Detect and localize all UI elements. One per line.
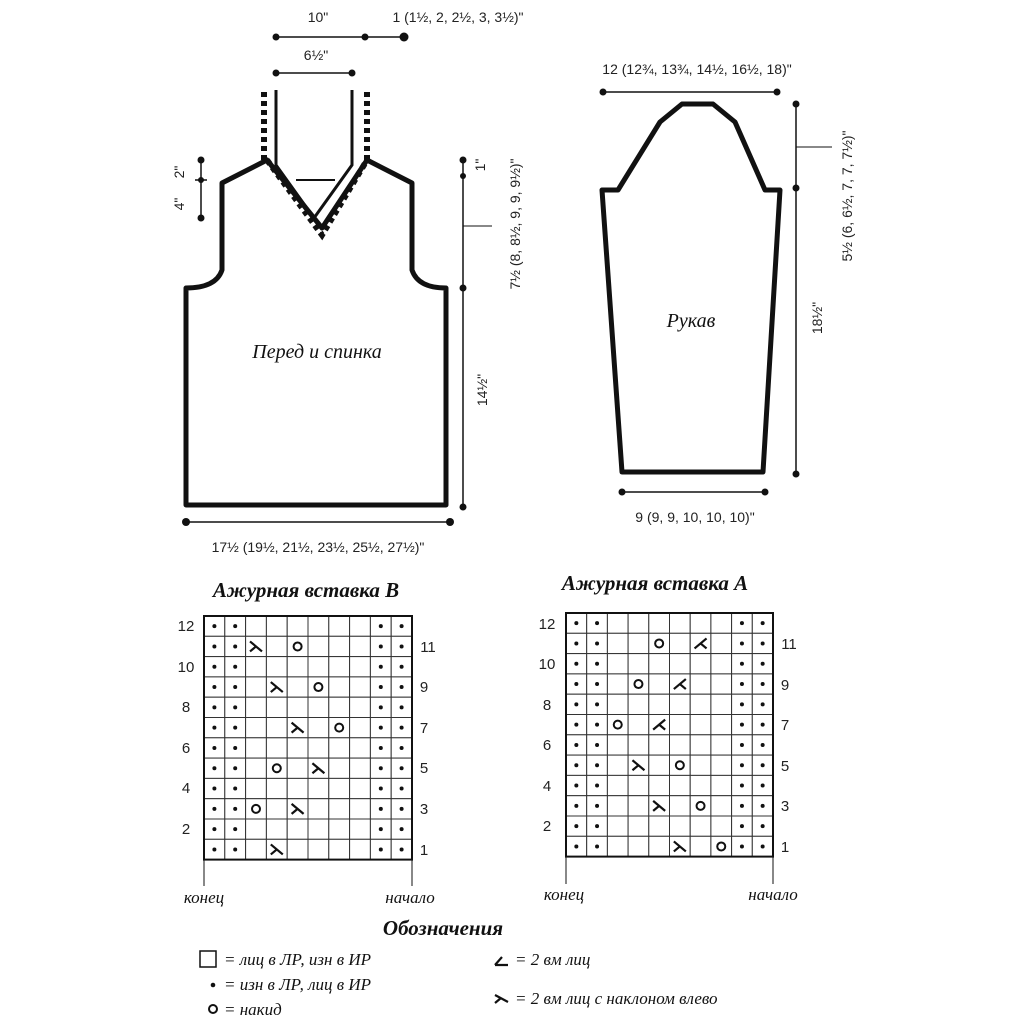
chart-b-row-1: 1 xyxy=(419,842,429,859)
chart-cell xyxy=(670,715,691,735)
chart-cell xyxy=(287,839,308,859)
chart-cell xyxy=(308,718,329,738)
purl-dot-icon xyxy=(233,685,237,689)
purl-dot-icon xyxy=(233,665,237,669)
purl-dot-icon xyxy=(379,705,383,709)
purl-dot-icon xyxy=(595,844,599,848)
purl-dot-icon xyxy=(595,621,599,625)
chart-cell xyxy=(266,616,287,636)
chart-a-row-3: 3 xyxy=(780,798,790,815)
dim-hem-width: 17½ (19½, 21½, 23½, 25½, 27½)" xyxy=(211,539,425,555)
chart-cell xyxy=(690,836,711,856)
chart-cell xyxy=(246,718,267,738)
chart-b-row-7: 7 xyxy=(419,720,429,737)
purl-dot-icon xyxy=(212,685,216,689)
chart-cell xyxy=(287,738,308,758)
dim-collar-2: 2" xyxy=(171,165,187,179)
chart-cell xyxy=(628,735,649,755)
chart-a-row-10: 10 xyxy=(538,656,556,673)
chart-a-row-1: 1 xyxy=(780,839,790,856)
purl-dot-icon xyxy=(740,702,744,706)
chart-b-grid xyxy=(204,616,412,860)
legend-item-yo: = накид xyxy=(224,1000,282,1019)
purl-dot-icon xyxy=(595,723,599,727)
purl-dot-icon xyxy=(761,662,765,666)
body-outline xyxy=(186,160,446,505)
chart-cell xyxy=(670,755,691,775)
purl-dot-icon xyxy=(400,746,404,750)
chart-cell xyxy=(690,715,711,735)
chart-cell xyxy=(308,677,329,697)
purl-dot-icon xyxy=(595,784,599,788)
chart-cell xyxy=(711,836,732,856)
purl-dot-icon xyxy=(574,763,578,767)
chart-cell xyxy=(607,775,628,795)
chart-cell xyxy=(350,657,371,677)
chart-cell xyxy=(287,657,308,677)
chart-cell xyxy=(308,616,329,636)
chart-cell xyxy=(266,697,287,717)
chart-cell xyxy=(607,836,628,856)
legend-item-knit: = лиц в ЛР, изн в ИР xyxy=(224,950,372,969)
purl-dot-icon xyxy=(574,844,578,848)
chart-cell xyxy=(266,738,287,758)
chart-cell xyxy=(649,836,670,856)
purl-dot-icon xyxy=(212,827,216,831)
chart-cell xyxy=(308,657,329,677)
purl-dot-icon xyxy=(212,787,216,791)
purl-dot-icon xyxy=(379,685,383,689)
chart-cell xyxy=(711,613,732,633)
legend xyxy=(200,916,718,1019)
chart-b-row-5: 5 xyxy=(419,760,429,777)
chart-b-row-6: 6 xyxy=(181,740,191,757)
chart-cell xyxy=(350,636,371,656)
purl-dot-icon xyxy=(233,827,237,831)
chart-cell xyxy=(350,758,371,778)
chart-cell xyxy=(711,775,732,795)
chart-cell xyxy=(649,654,670,674)
chart-cell xyxy=(649,694,670,714)
purl-dot-icon xyxy=(379,746,383,750)
purl-dot-icon xyxy=(400,787,404,791)
chart-cell xyxy=(266,758,287,778)
purl-dot-icon xyxy=(233,746,237,750)
chart-cell xyxy=(287,616,308,636)
chart-cell xyxy=(607,633,628,653)
purl-dot-icon xyxy=(574,621,578,625)
chart-b-title: Ажурная вставка B xyxy=(212,578,400,602)
purl-dot-icon xyxy=(761,824,765,828)
chart-cell xyxy=(266,778,287,798)
chart-b-row-8: 8 xyxy=(181,699,191,716)
chart-cell xyxy=(287,778,308,798)
chart-a-grid xyxy=(566,613,773,857)
dim-top-neck: 10" xyxy=(307,9,329,25)
chart-cell xyxy=(690,755,711,775)
purl-dot-icon xyxy=(574,723,578,727)
purl-dot-icon xyxy=(595,662,599,666)
chart-cell xyxy=(628,775,649,795)
body-dimensions xyxy=(171,9,524,555)
chart-cell xyxy=(628,654,649,674)
chart-cell xyxy=(670,816,691,836)
chart-cell xyxy=(670,735,691,755)
dim-shoulder-drop: 1" xyxy=(472,158,488,172)
purl-dot-icon xyxy=(740,763,744,767)
purl-dot-icon xyxy=(595,702,599,706)
chart-cell xyxy=(711,755,732,775)
purl-dot-icon xyxy=(379,807,383,811)
purl-dot-icon xyxy=(740,844,744,848)
purl-dot-icon xyxy=(212,726,216,730)
chart-cell xyxy=(690,816,711,836)
chart-cell xyxy=(246,758,267,778)
chart-cell xyxy=(287,636,308,656)
chart-b-row-4: 4 xyxy=(181,780,191,797)
sleeve-dimensions xyxy=(600,61,856,525)
purl-dot-icon xyxy=(761,621,765,625)
chart-cell xyxy=(711,633,732,653)
chart-cell xyxy=(246,839,267,859)
chart-b-row-10: 10 xyxy=(177,659,195,676)
purl-dot-icon xyxy=(233,705,237,709)
dim-neck-width: 6½" xyxy=(303,47,329,63)
purl-dot-icon xyxy=(740,641,744,645)
purl-dot-icon xyxy=(400,665,404,669)
purl-dot-icon xyxy=(595,682,599,686)
sleeve-schematic xyxy=(602,104,780,472)
chart-cell xyxy=(628,715,649,735)
chart-cell xyxy=(329,636,350,656)
chart-cell xyxy=(690,674,711,694)
legend-dot-icon xyxy=(211,983,216,988)
chart-cell xyxy=(690,796,711,816)
purl-dot-icon xyxy=(400,766,404,770)
purl-dot-icon xyxy=(595,804,599,808)
chart-cell xyxy=(350,718,371,738)
chart-cell xyxy=(329,677,350,697)
purl-dot-icon xyxy=(379,766,383,770)
chart-cell xyxy=(607,715,628,735)
purl-dot-icon xyxy=(761,763,765,767)
purl-dot-icon xyxy=(212,644,216,648)
purl-dot-icon xyxy=(761,844,765,848)
chart-a-start-label: начало xyxy=(748,885,798,904)
purl-dot-icon xyxy=(574,641,578,645)
chart-cell xyxy=(607,694,628,714)
chart-cell xyxy=(329,839,350,859)
chart-cell xyxy=(350,697,371,717)
chart-cell xyxy=(649,775,670,795)
purl-dot-icon xyxy=(379,787,383,791)
purl-dot-icon xyxy=(740,662,744,666)
chart-cell xyxy=(308,819,329,839)
chart-cell xyxy=(607,674,628,694)
purl-dot-icon xyxy=(595,743,599,747)
chart-b-start-label: начало xyxy=(385,888,435,907)
chart-cell xyxy=(690,654,711,674)
chart-cell xyxy=(649,816,670,836)
chart-cell xyxy=(711,674,732,694)
chart-a-row-6: 6 xyxy=(542,737,552,754)
chart-a-title: Ажурная вставка А xyxy=(561,571,749,595)
purl-dot-icon xyxy=(740,682,744,686)
purl-dot-icon xyxy=(233,726,237,730)
purl-dot-icon xyxy=(400,807,404,811)
purl-dot-icon xyxy=(212,766,216,770)
chart-cell xyxy=(649,735,670,755)
chart-cell xyxy=(246,738,267,758)
purl-dot-icon xyxy=(233,807,237,811)
chart-cell xyxy=(287,758,308,778)
chart-cell xyxy=(670,633,691,653)
chart-cell xyxy=(246,819,267,839)
dim-sleeve-cuff: 9 (9, 9, 10, 10, 10)" xyxy=(635,509,755,525)
purl-dot-icon xyxy=(740,621,744,625)
chart-cell xyxy=(266,799,287,819)
legend-title: Обозначения xyxy=(382,916,504,940)
chart-cell xyxy=(329,799,350,819)
dim-armhole: 7½ (8, 8½, 9, 9, 9½)" xyxy=(507,158,523,290)
purl-dot-icon xyxy=(595,824,599,828)
chart-cell xyxy=(329,758,350,778)
chart-cell xyxy=(329,616,350,636)
purl-dot-icon xyxy=(233,644,237,648)
chart-cell xyxy=(246,657,267,677)
chart-a-row-4: 4 xyxy=(542,778,552,795)
purl-dot-icon xyxy=(233,766,237,770)
chart-cell xyxy=(670,796,691,816)
purl-dot-icon xyxy=(595,763,599,767)
chart-cell xyxy=(329,738,350,758)
chart-cell xyxy=(607,654,628,674)
chart-a-end-label: конец xyxy=(543,885,585,904)
chart-cell xyxy=(670,654,691,674)
chart-cell xyxy=(350,738,371,758)
legend-square-icon xyxy=(200,951,216,967)
purl-dot-icon xyxy=(574,662,578,666)
chart-cell xyxy=(711,796,732,816)
chart-cell xyxy=(711,715,732,735)
chart-cell xyxy=(690,775,711,795)
chart-cell xyxy=(308,799,329,819)
chart-cell xyxy=(266,657,287,677)
purl-dot-icon xyxy=(400,685,404,689)
chart-cell xyxy=(607,755,628,775)
chart-cell xyxy=(649,613,670,633)
body-schematic xyxy=(186,88,446,505)
chart-cell xyxy=(329,778,350,798)
chart-cell xyxy=(649,674,670,694)
purl-dot-icon xyxy=(212,847,216,851)
purl-dot-icon xyxy=(379,624,383,628)
chart-cell xyxy=(287,697,308,717)
purl-dot-icon xyxy=(574,702,578,706)
chart-cell xyxy=(308,839,329,859)
chart-cell xyxy=(690,613,711,633)
purl-dot-icon xyxy=(233,847,237,851)
purl-dot-icon xyxy=(212,624,216,628)
purl-dot-icon xyxy=(212,746,216,750)
chart-a-row-5: 5 xyxy=(780,758,790,775)
purl-dot-icon xyxy=(212,705,216,709)
purl-dot-icon xyxy=(574,743,578,747)
chart-cell xyxy=(350,839,371,859)
chart-cell xyxy=(329,819,350,839)
purl-dot-icon xyxy=(233,787,237,791)
purl-dot-icon xyxy=(379,726,383,730)
chart-cell xyxy=(690,694,711,714)
chart-cell xyxy=(607,796,628,816)
legend-item-k2tog: = 2 вм лиц xyxy=(515,950,591,969)
chart-cell xyxy=(308,778,329,798)
purl-dot-icon xyxy=(574,682,578,686)
purl-dot-icon xyxy=(400,726,404,730)
chart-a-row-9: 9 xyxy=(780,677,790,694)
purl-dot-icon xyxy=(761,784,765,788)
body-label: Перед и спинка xyxy=(252,341,382,363)
purl-dot-icon xyxy=(400,624,404,628)
chart-cell xyxy=(246,697,267,717)
chart-cell xyxy=(711,654,732,674)
chart-cell xyxy=(266,636,287,656)
purl-dot-icon xyxy=(400,827,404,831)
dim-sleeve-top: 12 (12¾, 13¾, 14½, 16½, 18)" xyxy=(602,61,792,77)
purl-dot-icon xyxy=(761,723,765,727)
chart-cell xyxy=(350,778,371,798)
purl-dot-icon xyxy=(595,641,599,645)
chart-cell xyxy=(711,694,732,714)
chart-cell xyxy=(649,633,670,653)
chart-cell xyxy=(350,799,371,819)
chart-a-row-7: 7 xyxy=(780,717,790,734)
chart-cell xyxy=(246,799,267,819)
chart-b-end-label: конец xyxy=(183,888,225,907)
chart-cell xyxy=(711,735,732,755)
chart-cell xyxy=(628,674,649,694)
purl-dot-icon xyxy=(761,743,765,747)
legend-ssk-icon xyxy=(495,995,508,1003)
chart-cell xyxy=(350,616,371,636)
chart-cell xyxy=(308,697,329,717)
chart-a-row-12: 12 xyxy=(538,616,556,633)
dim-body-length: 14½" xyxy=(474,373,490,407)
chart-b xyxy=(178,578,436,907)
chart-cell xyxy=(287,677,308,697)
purl-dot-icon xyxy=(574,784,578,788)
purl-dot-icon xyxy=(212,807,216,811)
purl-dot-icon xyxy=(574,824,578,828)
purl-dot-icon xyxy=(400,705,404,709)
dim-collar-4: 4" xyxy=(171,197,187,211)
chart-cell xyxy=(246,677,267,697)
chart-cell xyxy=(350,819,371,839)
chart-cell xyxy=(670,775,691,795)
purl-dot-icon xyxy=(761,682,765,686)
legend-item-ssk: = 2 вм лиц с наклоном влево xyxy=(515,989,718,1008)
purl-dot-icon xyxy=(740,804,744,808)
chart-cell xyxy=(329,657,350,677)
legend-k2tog-icon xyxy=(495,957,508,965)
chart-b-row-3: 3 xyxy=(419,801,429,818)
purl-dot-icon xyxy=(761,641,765,645)
chart-cell xyxy=(628,633,649,653)
chart-cell xyxy=(308,738,329,758)
dim-top-shoulder: 1 (1½, 2, 2½, 3, 3½)" xyxy=(392,9,524,25)
purl-dot-icon xyxy=(761,702,765,706)
purl-dot-icon xyxy=(761,804,765,808)
chart-cell xyxy=(711,816,732,836)
chart-cell xyxy=(607,735,628,755)
chart-b-row-12: 12 xyxy=(177,618,195,635)
legend-circle-icon xyxy=(209,1005,217,1013)
chart-a-row-8: 8 xyxy=(542,697,552,714)
chart-cell xyxy=(607,613,628,633)
purl-dot-icon xyxy=(574,804,578,808)
purl-dot-icon xyxy=(400,847,404,851)
chart-cell xyxy=(607,816,628,836)
purl-dot-icon xyxy=(740,784,744,788)
chart-cell xyxy=(628,836,649,856)
purl-dot-icon xyxy=(379,644,383,648)
chart-b-row-9: 9 xyxy=(419,679,429,696)
chart-cell xyxy=(670,613,691,633)
chart-cell xyxy=(690,735,711,755)
purl-dot-icon xyxy=(233,624,237,628)
chart-cell xyxy=(649,755,670,775)
dim-sleeve-cap: 5½ (6, 6½, 7, 7, 7½)" xyxy=(839,130,855,262)
chart-a xyxy=(539,571,798,904)
purl-dot-icon xyxy=(740,824,744,828)
chart-cell xyxy=(266,718,287,738)
sleeve-label: Рукав xyxy=(666,310,716,332)
legend-item-purl: = изн в ЛР, лиц в ИР xyxy=(224,975,372,994)
sleeve-outline xyxy=(602,104,780,472)
chart-b-row-11: 11 xyxy=(420,639,436,656)
chart-cell xyxy=(266,819,287,839)
chart-a-row-2: 2 xyxy=(542,818,552,835)
chart-cell xyxy=(628,796,649,816)
chart-cell xyxy=(246,616,267,636)
chart-cell xyxy=(287,819,308,839)
chart-b-row-2: 2 xyxy=(181,821,191,838)
purl-dot-icon xyxy=(379,827,383,831)
purl-dot-icon xyxy=(212,665,216,669)
chart-cell xyxy=(350,677,371,697)
chart-a-row-11: 11 xyxy=(781,636,797,653)
purl-dot-icon xyxy=(400,644,404,648)
chart-cell xyxy=(628,613,649,633)
chart-cell xyxy=(628,816,649,836)
purl-dot-icon xyxy=(740,743,744,747)
chart-cell xyxy=(329,697,350,717)
chart-cell xyxy=(670,694,691,714)
purl-dot-icon xyxy=(740,723,744,727)
dim-sleeve-length: 18½" xyxy=(809,301,825,335)
chart-cell xyxy=(628,694,649,714)
chart-cell xyxy=(308,636,329,656)
purl-dot-icon xyxy=(379,665,383,669)
chart-cell xyxy=(329,718,350,738)
purl-dot-icon xyxy=(379,847,383,851)
chart-cell xyxy=(246,778,267,798)
